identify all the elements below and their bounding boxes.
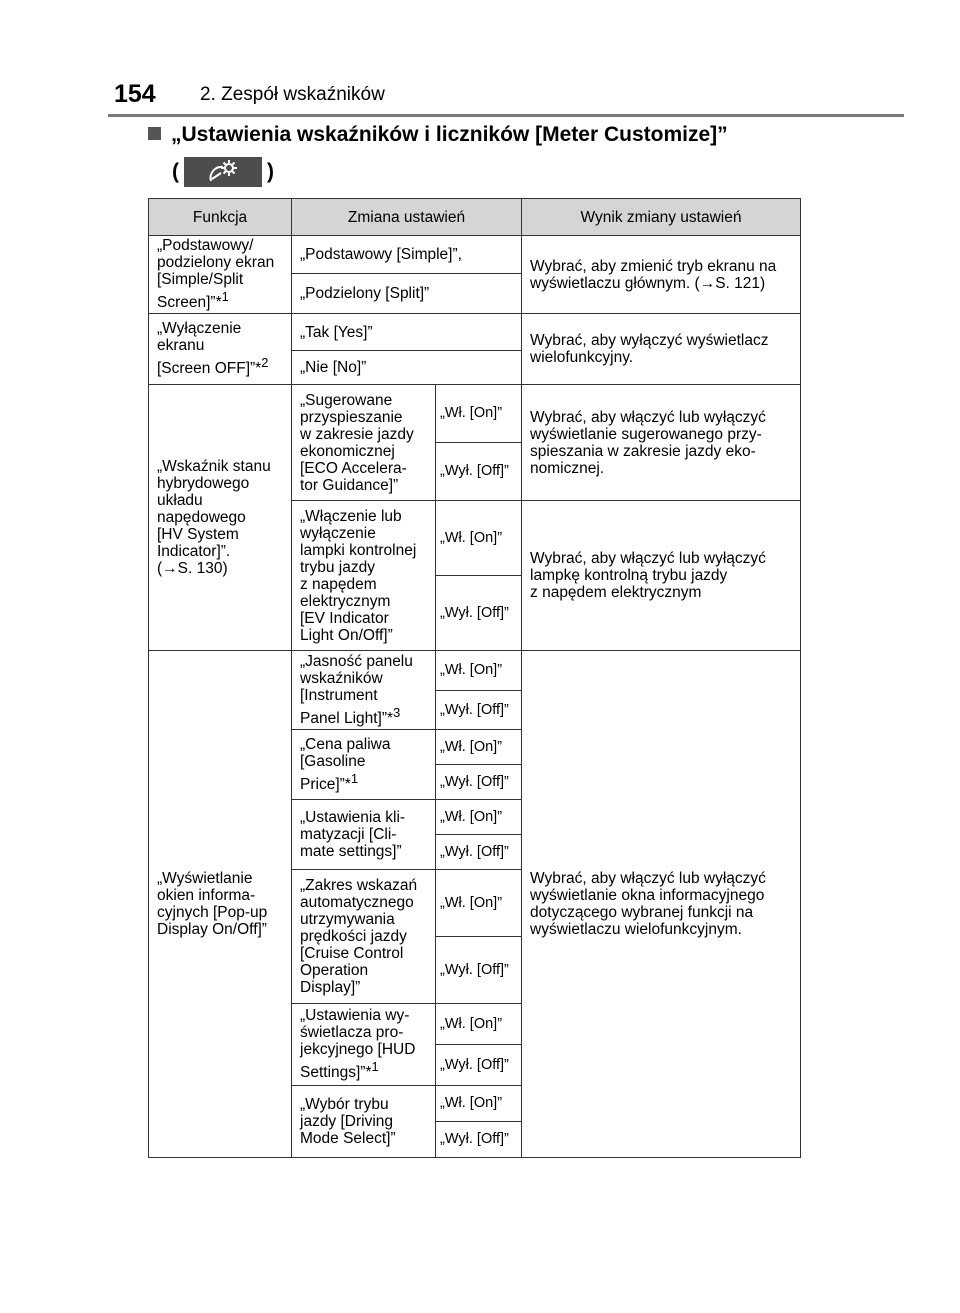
- square-bullet-icon: [148, 127, 161, 140]
- table-header-row: [149, 199, 801, 236]
- function-cell: [149, 314, 292, 385]
- result-cell: Wybrać, aby wyłączyć wyświetlacz wielofunkcyjny.: [522, 314, 801, 385]
- section-title-text: „Ustawienia wskaźników i liczników [Meter Customize]”: [171, 123, 728, 146]
- option-off: „Wył. [Off]”: [436, 835, 522, 870]
- header-result: Wynik zmiany ustawień: [522, 199, 801, 236]
- table-row: [149, 385, 801, 443]
- subfunction-cell: „Zakres wskazań automatycznego utrzymywania prędkości jazdy [Cruise Control Operation Display]”: [292, 870, 436, 1004]
- meter-settings-icon: [184, 157, 262, 187]
- footnote-ref: 2: [261, 355, 269, 371]
- option-off: „Wył. [Off]”: [436, 576, 522, 651]
- option-off: „Wył. [Off]”: [436, 691, 522, 730]
- icon-close-paren: ): [267, 160, 274, 183]
- option-cell: „Tak [Yes]”: [292, 314, 522, 351]
- subfunction-cell: „Włączenie lub wyłączenie lampki kontrolnej trybu jazdy z napędem elektrycznym [EV Indicator Light On/Off]”: [292, 501, 436, 651]
- function-label: „Wyłączenie ekranu [Screen OFF]”*: [157, 320, 262, 378]
- option-cell: „Podstawowy [Simple]”,: [292, 236, 522, 274]
- result-cell: Wybrać, aby włączyć lub wyłączyć wyświetlanie sugerowanego przy-spieszania w zakresie jazdy eko-nomicznej.: [522, 385, 801, 501]
- footnote-ref: 3: [393, 704, 401, 720]
- subfunction-cell: „Sugerowane przyspieszanie w zakresie jazdy ekonomicznej [ECO Accelera- tor Guidance]”: [292, 385, 436, 501]
- chapter-title: 2. Zespół wskaźników: [200, 84, 385, 105]
- option-on: „Wł. [On]”: [436, 870, 522, 937]
- subfunction-cell: [292, 651, 436, 730]
- header-function: Funkcja: [149, 199, 292, 236]
- option-cell: „Podzielony [Split]”: [292, 274, 522, 314]
- subfunction-cell: [292, 730, 436, 800]
- table-row: [149, 236, 801, 274]
- header-change: Zmiana ustawień: [292, 199, 522, 236]
- option-off: „Wył. [Off]”: [436, 443, 522, 501]
- table-row: [149, 314, 801, 351]
- result-cell: Wybrać, aby zmienić tryb ekranu na wyświetlaczu głównym. (→S. 121): [522, 236, 801, 314]
- option-cell: „Nie [No]”: [292, 351, 522, 385]
- footnote-ref: 1: [350, 770, 359, 786]
- option-off: „Wył. [Off]”: [436, 1045, 522, 1086]
- subfunction-label: „Cena paliwa [Gasoline Price]”*: [300, 735, 391, 794]
- header-rule: [108, 114, 904, 117]
- function-cell: „Wyświetlanie okien informa- cyjnych [Pop-up Display On/Off]”: [149, 651, 292, 1158]
- icon-open-paren: (: [172, 160, 179, 183]
- option-on: „Wł. [On]”: [436, 651, 522, 691]
- function-label: „Podstawowy/ podzielony ekran [Simple/Split Screen]”*: [157, 237, 275, 312]
- result-cell: Wybrać, aby włączyć lub wyłączyć wyświetlanie okna informacyjnego dotyczącego wybranej funkcji na wyświetlaczu wielofunkcyjnym.: [522, 651, 801, 1158]
- option-on: „Wł. [On]”: [436, 800, 522, 835]
- subfunction-label: „Jasność panelu wskaźników [Instrument Panel Light]”*: [300, 652, 413, 728]
- subfunction-cell: „Wybór trybu jazdy [Driving Mode Select]”: [292, 1086, 436, 1158]
- subfunction-label: „Ustawienia wy- świetlacza pro- jekcyjnego [HUD Settings]”*: [300, 1007, 416, 1082]
- settings-table: [148, 198, 801, 1158]
- subfunction-cell: [292, 1004, 436, 1086]
- footnote-ref: 1: [371, 1059, 379, 1075]
- function-cell: [149, 236, 292, 314]
- page-header: [0, 0, 960, 118]
- subfunction-cell: „Ustawienia kli- matyzacji [Cli- mate settings]”: [292, 800, 436, 870]
- option-on: „Wł. [On]”: [436, 501, 522, 576]
- option-on: „Wł. [On]”: [436, 385, 522, 443]
- option-off: „Wył. [Off]”: [436, 1122, 522, 1158]
- result-cell: Wybrać, aby włączyć lub wyłączyć lampkę kontrolną trybu jazdy z napędem elektrycznym: [522, 501, 801, 651]
- section-icon-line: [172, 157, 274, 187]
- page-number: 154: [114, 80, 156, 108]
- option-off: „Wył. [Off]”: [436, 937, 522, 1004]
- footnote-ref: 1: [221, 289, 229, 305]
- section-title: [148, 123, 728, 147]
- option-on: „Wł. [On]”: [436, 730, 522, 765]
- option-on: „Wł. [On]”: [436, 1086, 522, 1122]
- table-row: [149, 651, 801, 691]
- option-on: „Wł. [On]”: [436, 1004, 522, 1045]
- option-off: „Wył. [Off]”: [436, 765, 522, 800]
- function-cell: „Wskaźnik stanu hybrydowego układu napędowego [HV System Indicator]”. (→S. 130): [149, 385, 292, 651]
